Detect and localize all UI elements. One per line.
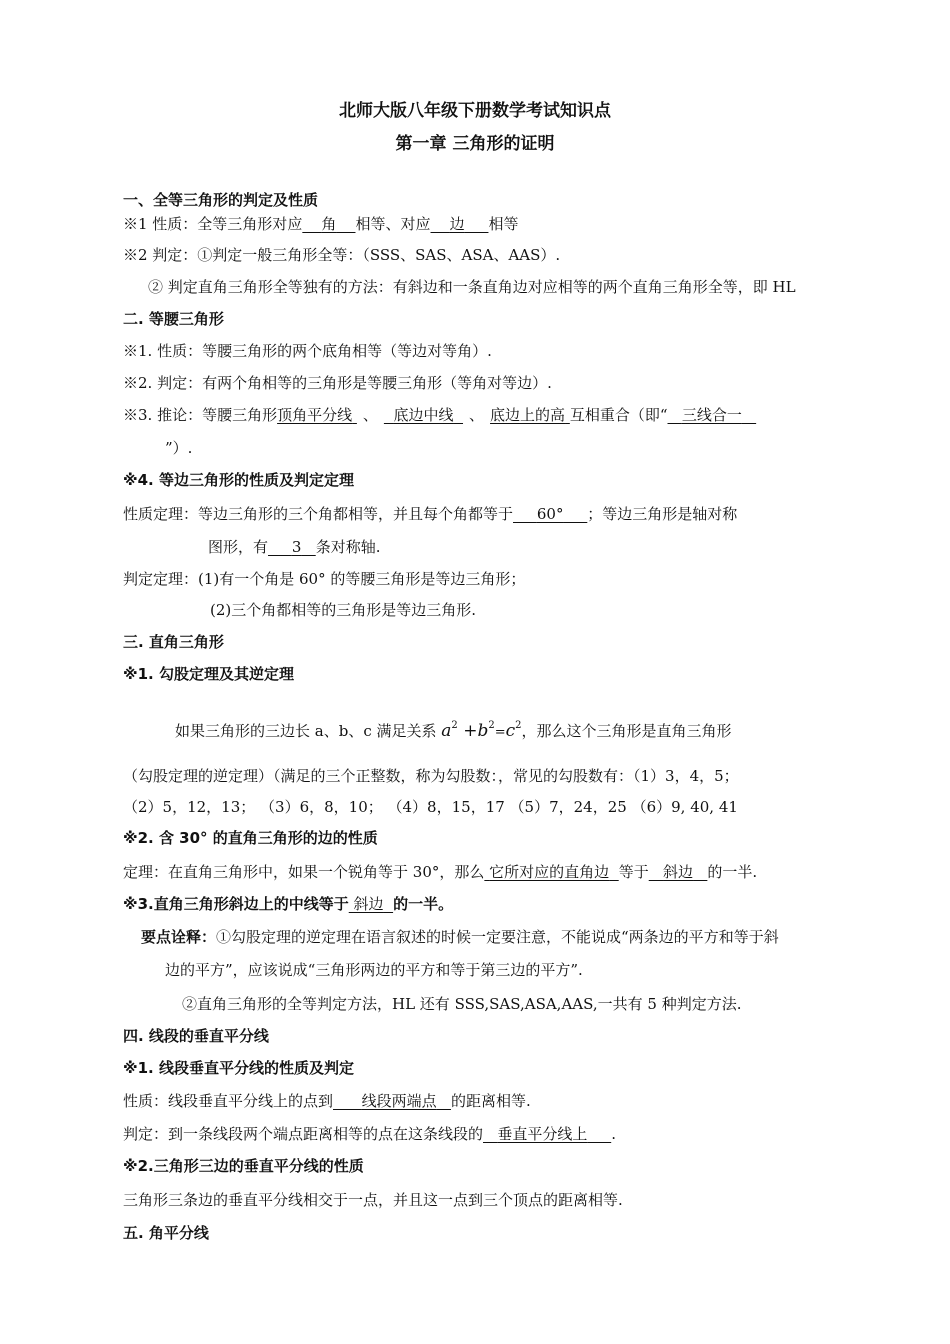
s3-theorem-line [123, 862, 757, 882]
text: 的距离相等. [450, 1092, 531, 1110]
text: 的一半。 [393, 895, 454, 913]
section-1-heading: 一、全等三角形的判定及性质 [123, 191, 319, 209]
s3-line-m2: （勾股定理的逆定理）（满足的三个正整数，称为勾股数：，常见的勾股数有：（1）3，4，5； [123, 767, 739, 785]
text: 相等 [488, 215, 519, 233]
s4-judge-line [123, 1124, 616, 1144]
blank-answer: 斜边 [663, 863, 694, 881]
text: ※3.直角三角形斜边上的中线等于 [123, 895, 349, 913]
text: 如果三角形的三边长 a、b、c 满足关系 [175, 722, 437, 740]
s2-property-line-1 [123, 504, 737, 524]
blank-answer: 60° [536, 505, 564, 523]
s1-line-1 [123, 214, 518, 234]
s4-text-line: 三角形三条边的垂直平分线相交于一点，并且这一点到三个顶点的距离相等. [123, 1191, 623, 1209]
blank-answer: 顶角平分线 [277, 406, 353, 424]
text: 、 [469, 406, 485, 424]
s1-line-2: ※2 判定：①判定一般三角形全等：（SSS、SAS、ASA、AAS）. [123, 246, 561, 264]
text: ，那么这个三角形是直角三角形 [521, 722, 732, 740]
s3-subheading-3 [123, 894, 453, 914]
blank-answer: 底边上的高 [490, 406, 566, 424]
text: 性质：线段垂直平分线上的点到 [123, 1092, 334, 1110]
s3-subheading-1: ※1. 勾股定理及其逆定理 [123, 665, 294, 683]
blank-answer: 3 [291, 538, 302, 556]
s4-property-line [123, 1091, 531, 1111]
text: 等于 [618, 863, 649, 881]
s2-line-1: ※1. 性质：等腰三角形的两个底角相等（等边对等角）. [123, 342, 492, 360]
section-5-heading: 五. 角平分线 [123, 1224, 209, 1242]
text: 相等、对应 [355, 215, 431, 233]
chapter-title: 第一章 三角形的证明 [395, 134, 555, 154]
s2-judge-line-2: (2)三个角都相等的三角形是等边三角形. [210, 601, 477, 619]
blank-answer: 斜边 [353, 895, 384, 913]
section-2-heading: 二. 等腰三角形 [123, 310, 224, 328]
text: 判定：到一条线段两个端点距离相等的点在这条线段的 [123, 1125, 484, 1143]
section-3-heading: 三. 直角三角形 [123, 633, 224, 651]
document-title: 北师大版八年级下册数学考试知识点 [339, 101, 611, 121]
text: 定理：在直角三角形中，如果一个锐角等于 30°，那么 [123, 863, 485, 881]
s3-line-m3: （2）5，12，13； （3）6，8，10； （4）8，15，17 （5）7，24，25 （6）9, 40, 41 [123, 798, 738, 816]
blank-answer: 边 [449, 215, 465, 233]
text: ；等边三角形是轴对称 [587, 505, 738, 523]
text: 、 [362, 406, 378, 424]
text: ※3. 推论：等腰三角形 [123, 406, 278, 424]
blank-answer: 垂直平分线上 [497, 1125, 588, 1143]
s2-judge-line-1: 判定定理：(1)有一个角是 60° 的等腰三角形是等边三角形； [123, 570, 526, 588]
blank-answer: 三线合一 [681, 406, 742, 424]
text: 性质定理：等边三角形的三个角都相等，并且每个角都等于 [123, 505, 514, 523]
text: ※1 性质：全等三角形对应 [123, 215, 303, 233]
text: 条对称轴. [315, 538, 381, 556]
s3-subheading-2: ※2. 含 30° 的直角三角形的边的性质 [123, 829, 378, 847]
s3-key-line-1 [141, 927, 779, 947]
s2-line-2: ※2. 判定：有两个角相等的三角形是等腰三角形（等角对等边）. [123, 374, 552, 392]
s3-key-line-3: ②直角三角形的全等判定方法，HL 还有 SSS,SAS,ASA,AAS,一共有 5 种判定方法. [182, 995, 742, 1013]
s4-subheading-1: ※1. 线段垂直平分线的性质及判定 [123, 1059, 354, 1077]
text: 图形，有 [208, 538, 269, 556]
text: 互相重合（即“ [569, 406, 668, 424]
blank-answer: 线段两端点 [361, 1092, 437, 1110]
text: ①勾股定理的逆定理在语言叙述的时候一定要注意，不能说成“两条边的平方和等于斜 [216, 928, 779, 946]
text: 的一半. [707, 863, 758, 881]
key-label: 要点诠释： [141, 928, 217, 946]
text: . [611, 1125, 616, 1143]
blank-answer: 底边中线 [393, 406, 454, 424]
s1-line-3: ② 判定直角三角形全等独有的方法：有斜边和一条直角边对应相等的两个直角三角形全等，即 HL [148, 278, 796, 296]
blank-answer: 角 [321, 215, 337, 233]
s3-key-line-2: 边的平方”，应该说成“三角形两边的平方和等于第三边的平方”. [165, 961, 583, 979]
s2-line-3 [123, 405, 756, 425]
s4-subheading-2: ※2.三角形三边的垂直平分线的性质 [123, 1157, 364, 1175]
s3-pythagoras-line [175, 716, 732, 743]
s2-line-3-cont: ”）. [165, 439, 193, 457]
formula: $a^2 +b^2=c^2$ [441, 720, 522, 741]
s2-subheading-4: ※4. 等边三角形的性质及判定定理 [123, 471, 354, 489]
blank-answer: 它所对应的直角边 [489, 863, 610, 881]
section-4-heading: 四. 线段的垂直平分线 [123, 1027, 269, 1045]
s2-property-line-2 [208, 537, 381, 557]
